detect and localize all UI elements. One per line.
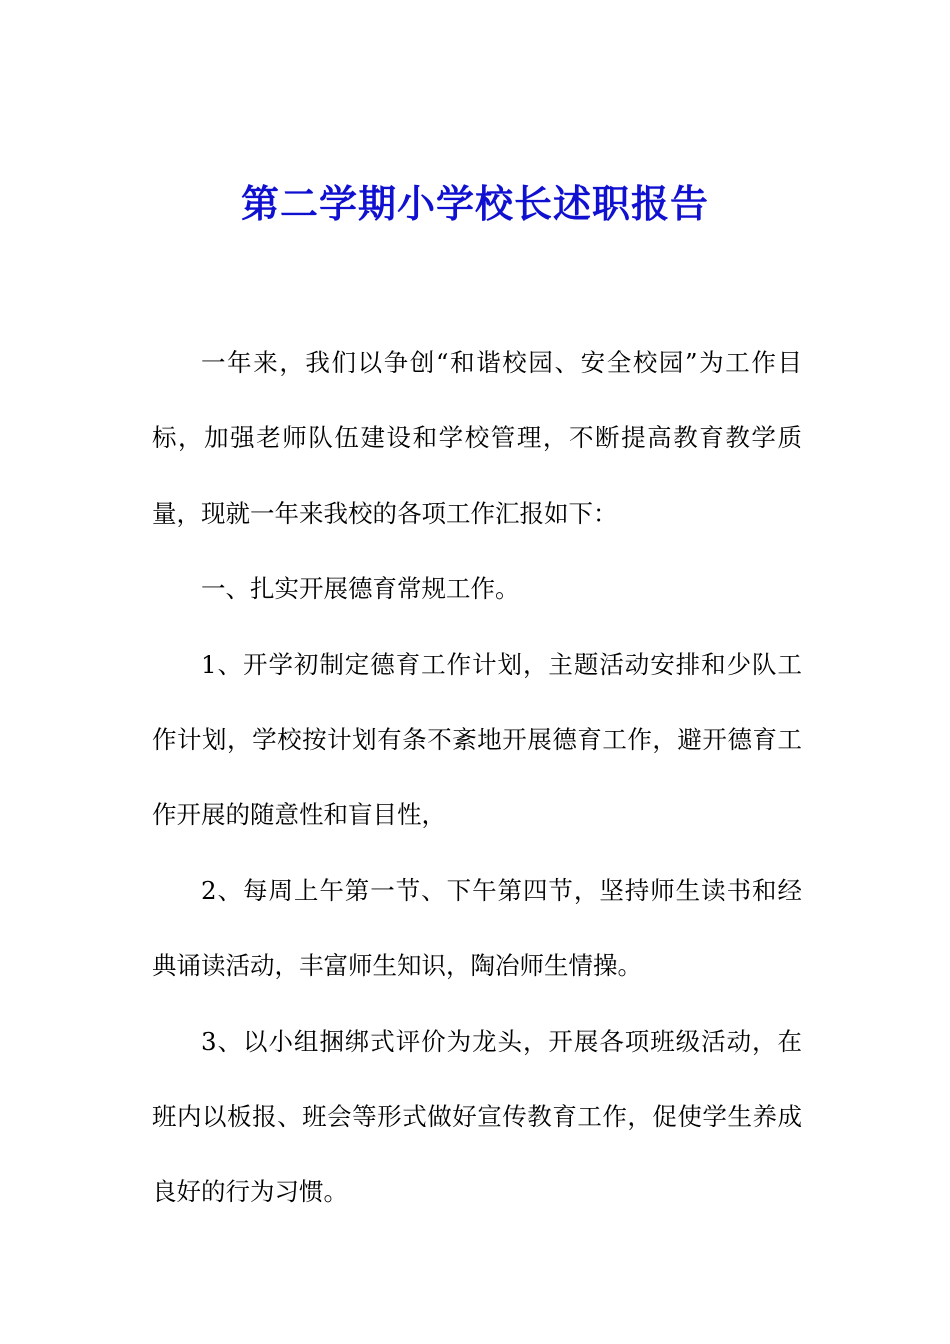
paragraph-item-2: 2、每周上午第一节、下午第四节，坚持师生读书和经典诵读活动，丰富师生知识，陶冶师生情操。 [152, 875, 802, 981]
paragraph-item-3: 3、以小组捆绑式评价为龙头，开展各项班级活动，在班内以板报、班会等形式做好宣传教育工作，促使学生养成良好的行为习惯。 [152, 1026, 802, 1207]
document-body [152, 325, 802, 1230]
paragraph-item-1: 1、开学初制定德育工作计划，主题活动安排和少队工作计划，学校按计划有条不紊地开展德育工作，避开德育工作开展的随意性和盲目性， [152, 649, 802, 830]
paragraph-section-heading: 一、扎实开展德育常规工作。 [201, 574, 520, 604]
document-title: 第二学期小学校长述职报告 [240, 181, 709, 226]
paragraph-intro: 一年来，我们以争创“和谐校园、安全校园”为工作目标，加强老师队伍建设和学校管理，不断提高教育教学质量，现就一年来我校的各项工作汇报如下： [152, 348, 802, 528]
